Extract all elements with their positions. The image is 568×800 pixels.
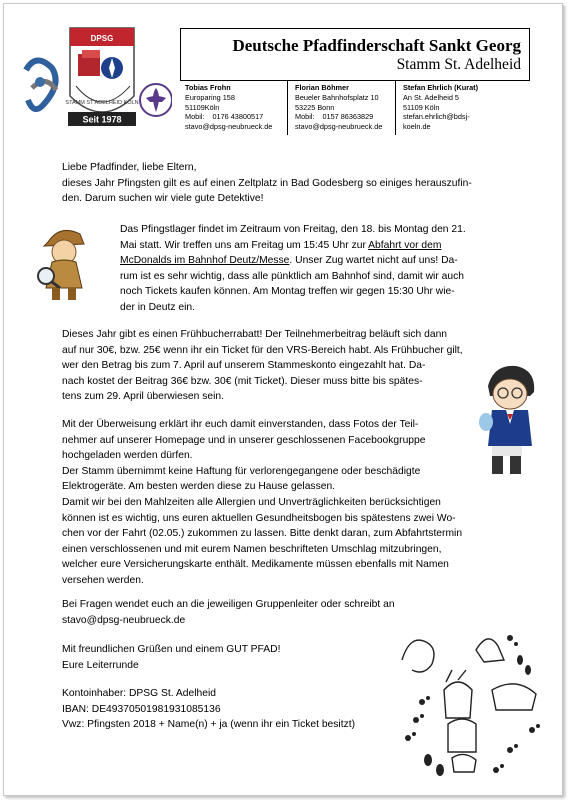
schedule-line-meeting	[120, 238, 520, 254]
contact-email[interactable]: stavo@dpsg-neubrueck.de	[185, 122, 273, 132]
consent-line: einen verschlossenen und mit eurem Namen beschrifteten Umschlag mitzubringen,	[62, 543, 442, 555]
phone-label: Mobil:	[295, 112, 315, 122]
logo-badge-text: DPSG	[90, 34, 114, 43]
dpsg-logo	[12, 24, 172, 132]
contact-table	[180, 80, 530, 135]
fee-line: auf nur 30€, bzw. 25€ wenn ihr ein Ticket für den VRS-Bereich habt. Als Frühbucher gilt,	[62, 344, 463, 356]
fee-paragraph	[62, 327, 502, 405]
consent-line: Der Stamm übernimmt keine Haftung für verlorengegangene oder beschädigte	[62, 465, 421, 477]
consent-line: Damit wir bei den Mahlzeiten alle Allergien und Unverträglichkeiten berücksichtigen	[62, 496, 441, 508]
fee-line: nach kostet der Beitrag 36€ bzw. 30€ (mit Ticket). Dieser muss bitte bis spätes-	[62, 375, 423, 387]
closing-block	[62, 642, 362, 673]
closing-line: Mit freundlichen Grüßen und einem GUT PFAD!	[62, 644, 281, 655]
fee-line: tens zum 29. April überwiesen sein.	[62, 391, 224, 403]
consent-line: können ist es wichtig, uns euren aktuellen Gesundheitsbogen bis spätestens zwei Wo-	[62, 512, 456, 524]
consent-line: hochgeladen werden dürfen.	[62, 450, 193, 462]
schedule-text: . Unser Zug wartet nicht auf uns! Da-	[289, 255, 458, 267]
consent-line: versehen werden.	[62, 574, 144, 586]
payment-reference: Vwz: Pfingsten 2018 + Name(n) + ja (wenn ihr ein Ticket besitzt)	[62, 719, 356, 731]
contact-card	[395, 81, 530, 135]
contact-phone: 0176 43800517	[212, 112, 264, 122]
contact-city: 51109 Köln	[403, 102, 440, 112]
schedule-line: noch Tickets kaufen können. Am Montag treffen wir gegen 15:30 Uhr wie-	[120, 286, 455, 298]
detective-illustration	[30, 222, 104, 304]
schedule-text: Mai statt. Wir treffen uns am Freitag um 15:45 Uhr zur	[120, 239, 369, 251]
contact-phone-row	[185, 112, 287, 122]
contact-street: An St. Adelheid 5	[403, 92, 459, 102]
fee-line: Dieses Jahr gibt es einen Frühbucherrabatt! Der Teilnehmerbeitrag beläuft sich dann	[62, 329, 448, 340]
bank-details	[62, 686, 442, 733]
contact-name: Tobias Frohn	[185, 83, 231, 92]
greeting: Liebe Pfadfinder, liebe Eltern,	[62, 162, 197, 173]
schedule-line: Das Pfingstlager findet im Zeitraum von Freitag, den 18. bis Montag den 21.	[120, 224, 466, 235]
questions-line: Bei Fragen wendet euch an die jeweiligen Gruppenleiter oder schreibt an	[62, 599, 395, 610]
contact-city: 51109Köln	[185, 102, 220, 112]
intro-line: den. Darum suchen wir viele gute Detektive!	[62, 193, 264, 205]
letterhead	[180, 28, 530, 81]
stamm-name: Stamm St. Adelheid	[396, 56, 521, 73]
schedule-line-meeting-2	[120, 253, 520, 269]
contact-street: Europaring 158	[185, 92, 235, 102]
schedule-line: der in Deutz ein.	[120, 301, 195, 313]
intro-line: dieses Jahr Pfingsten gilt es auf einen Zeltplatz in Bad Godesberg so einiges herauszufin-	[62, 177, 472, 189]
contact-name: Stefan Ehrlich (Kurat)	[403, 83, 479, 92]
phone-label: Mobil:	[185, 112, 205, 122]
intro-block	[62, 160, 532, 207]
signature-line: Eure Leiterrunde	[62, 659, 139, 671]
iban: IBAN: DE49370501981931085136	[62, 703, 221, 715]
contact-email[interactable]: stavo@dpsg-neubrueck.de	[295, 122, 383, 132]
meeting-point-underlined: McDonalds im Bahnhof Deutz/Messe	[120, 255, 290, 267]
contact-card	[287, 81, 395, 135]
logo-since-text: Seit 1978	[82, 114, 122, 125]
org-name: Deutsche Pfadfinderschaft Sankt Georg	[232, 36, 521, 55]
contact-street: Beueler Bahnhofsplatz 10	[295, 92, 379, 102]
contact-name: Florian Böhmer	[295, 83, 349, 92]
fee-line: wer den Betrag bis zum 7. April auf unserem Stammeskonto eingezahlt hat. Da-	[62, 360, 426, 372]
contact-card	[180, 81, 287, 135]
contact-city: 53225 Bonn	[295, 102, 335, 112]
schedule-paragraph	[120, 222, 520, 316]
meeting-point-underlined: Abfahrt vor dem	[368, 239, 442, 251]
contact-email-cont[interactable]: koeln.de	[403, 122, 431, 132]
consent-line: Mit der Überweisung erklärt ihr euch damit einverstanden, dass Fotos der Teil-	[62, 419, 419, 430]
logo-ring-text: STAMM ST ADELHEID KÖLN	[65, 100, 139, 106]
consent-line: Elektrogeräte. Am besten werden diese zu Hause gelassen.	[62, 481, 336, 493]
contact-phone-row	[295, 112, 395, 122]
consent-line: chen vor der Fahrt (02.05.) zukommen zu lassen. Bitte denkt daran, zum Abfahrtstermin	[62, 528, 463, 540]
consent-line: welcher eure Versicherungskarte enthält. Medikamente müssen ebenfalls mit Namen	[62, 559, 449, 571]
contact-email[interactable]: stefan.ehrlich@bdsj-	[403, 112, 470, 122]
contact-phone: 0157 86363829	[322, 112, 374, 122]
questions-email[interactable]: stavo@dpsg-neubrueck.de	[62, 614, 186, 626]
consent-line: nehmer auf unserer Homepage und in unserer geschlossenen Facebookgruppe	[62, 434, 426, 446]
consent-paragraph	[62, 417, 522, 589]
schedule-line: rum ist es sehr wichtig, dass alle pünktlich am Bahnhof sind, damit wir auch	[120, 270, 464, 282]
animals-tracks-illustration	[392, 620, 552, 785]
account-holder: Kontoinhaber: DPSG St. Adelheid	[62, 688, 216, 699]
